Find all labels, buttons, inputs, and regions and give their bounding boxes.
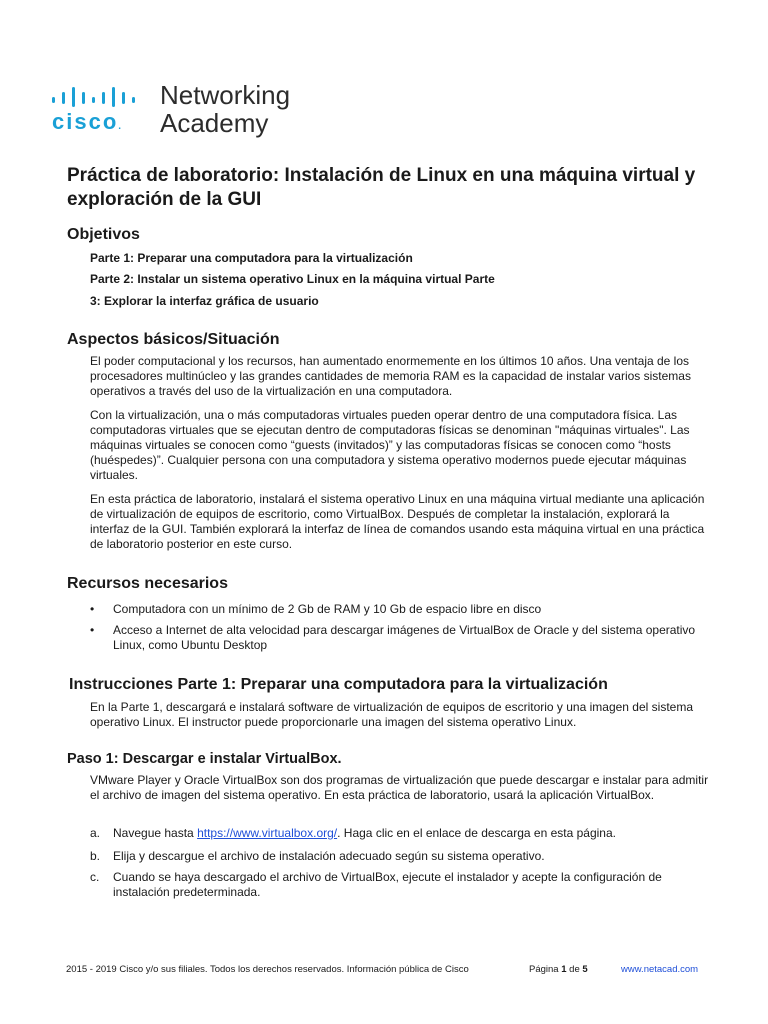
step-letter: a.	[90, 826, 101, 840]
background-paragraph: El poder computacional y los recursos, han aumentado enormemente en los últimos 10 años. Una ventaja de los procesadores multinúcleo y las grandes cantidades de memoria RAM es la capacidad de instalar varios sistemas operativos a través del uso de la virtualización en una computadora.	[90, 354, 691, 398]
step1-heading: Paso 1: Descargar e instalar VirtualBox.	[67, 751, 342, 767]
resource-item-text: Computadora con un mínimo de 2 Gb de RAM y 10 Gb de espacio libre en disco	[113, 602, 542, 616]
step-text: Navegue hasta https://www.virtualbox.org/. Haga clic en el enlace de descarga en esta página.	[113, 826, 616, 840]
step-text: Elija y descargue el archivo de instalación adecuado según su sistema operativo.	[113, 849, 545, 863]
bullet-mark: •	[90, 623, 95, 637]
cisco-wordmark: cisco.	[52, 109, 122, 134]
objective-item: Parte 1: Preparar una computadora para la virtualización	[90, 251, 413, 265]
footer-site-link[interactable]: www.netacad.com	[621, 964, 699, 975]
background-heading: Aspectos básicos/Situación	[67, 331, 280, 348]
step1-intro: VMware Player y Oracle VirtualBox son dos programas de virtualización que puede descargar e instalar para admitir el archivo de imagen del sistema operativo. En esta práctica de laboratorio, usará la aplicación VirtualBox.	[90, 773, 709, 802]
background-paragraph: Con la virtualización, una o más computadoras virtuales pueden operar dentro de una computadora física. Las computadoras virtuales que se ejecutan dentro de computadoras físicas se denominan "máquinas virtuales". Las máquinas virtuales se conocen como “guests (invitados)” y las computadoras físicas se conocen como “hosts (huéspedes)”. Cualquier persona con una computadora y sistema operativo modernos puede ejecutar máquinas virtuales.	[90, 408, 690, 482]
resources-heading: Recursos necesarios	[67, 575, 228, 592]
objectives-heading: Objetivos	[67, 226, 140, 243]
background-paragraph: En esta práctica de laboratorio, instalará el sistema operativo Linux en una máquina virtual mediante una aplicación de virtualización de equipos de escritorio, como VirtualBox. Después de completar la instalación, explorará la interfaz de la GUI. También explorará la interfaz de línea de comandos usando esta máquina virtual en una práctica de laboratorio posterior en este curso.	[90, 492, 705, 551]
cisco-bridge-logo-icon	[52, 86, 148, 108]
resource-item-text: Acceso a Internet de alta velocidad para descargar imágenes de VirtualBox de Oracle y del sistema operativo Linux, como Ubuntu Desktop	[113, 623, 696, 652]
part1-intro: En la Parte 1, descargará e instalará software de virtualización de equipos de escritorio y una imagen del sistema operativo Linux. El instructor puede proporcionarle una imagen del sistema operativo Linux.	[90, 700, 693, 729]
bullet-mark: •	[90, 602, 95, 616]
objective-item: 3: Explorar la interfaz gráfica de usuario	[90, 294, 319, 308]
virtualbox-link[interactable]: https://www.virtualbox.org/	[197, 826, 338, 840]
step-letter: c.	[90, 870, 100, 884]
footer-copyright: 2015 - 2019 Cisco y/o sus filiales. Todos los derechos reservados. Información pública de Cisco	[66, 964, 469, 975]
objective-item: Parte 2: Instalar un sistema operativo Linux en la máquina virtual Parte	[90, 272, 495, 286]
logo-academy: Academy	[160, 108, 269, 138]
step-letter: b.	[90, 849, 101, 863]
logo-networking: Networking	[160, 80, 291, 110]
footer-page-number: Página 1 de 5	[529, 964, 588, 975]
cisco-networking-academy-logo	[52, 80, 312, 140]
document-title: Práctica de laboratorio: Instalación de Linux en una máquina virtual y exploración de la GUI	[67, 165, 696, 210]
step-text: Cuando se haya descargado el archivo de VirtualBox, ejecute el instalador y acepte la configuración de instalación predeterminada.	[113, 870, 662, 899]
part1-heading: Instrucciones Parte 1: Preparar una computadora para la virtualización	[69, 676, 608, 693]
